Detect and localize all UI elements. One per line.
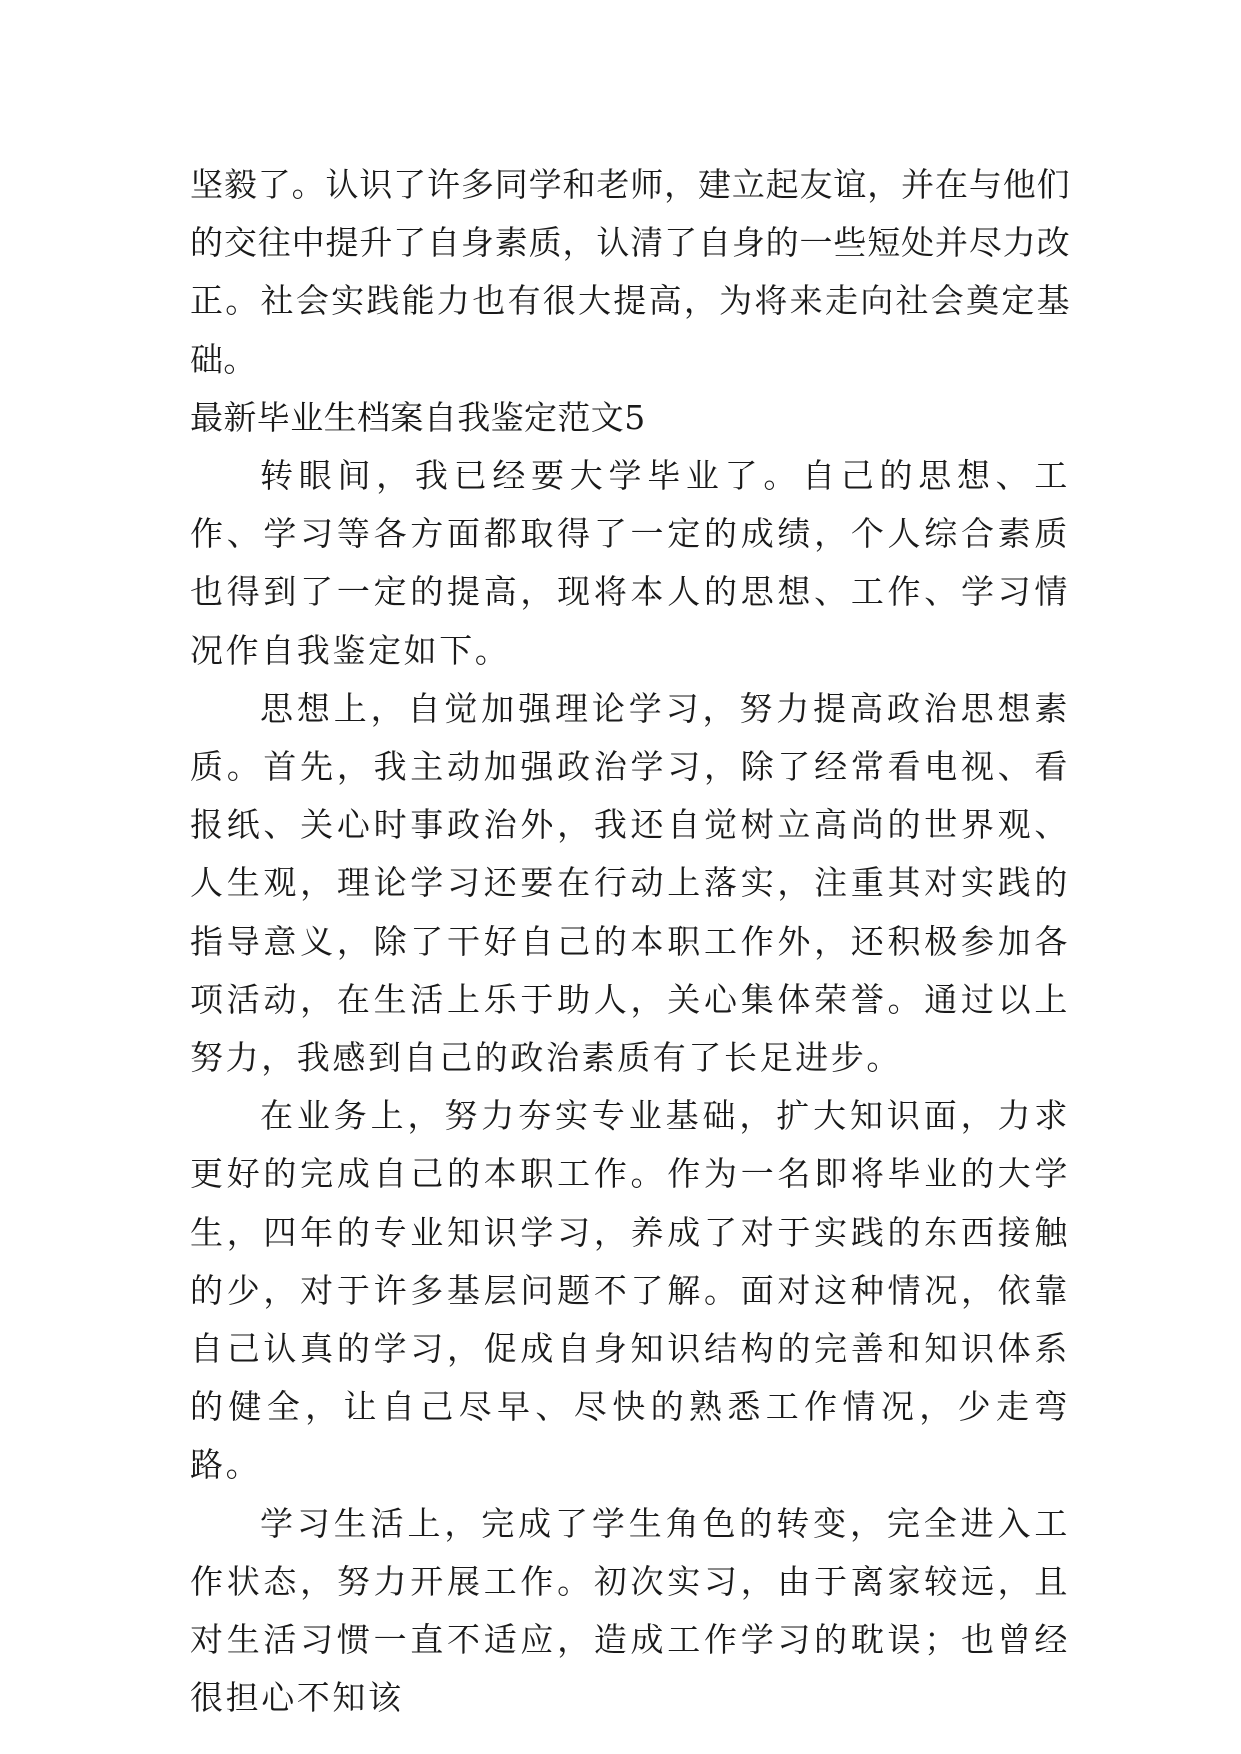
- body-paragraph-3: 在业务上，努力夯实专业基础，扩大知识面，力求更好的完成自己的本职工作。作为一名即将毕业的大学生，四年的专业知识学习，养成了对于实践的东西接触的少，对于许多基层问题不了解。面对这种情况，依靠自己认真的学习，促成自身知识结构的完善和知识体系的健全，让自己尽早、尽快的熟悉工作情况，少走弯路。: [190, 1096, 1070, 1485]
- document-body: [190, 156, 1070, 1727]
- body-paragraph-1: 转眼间，我已经要大学毕业了。自己的思想、工作、学习等各方面都取得了一定的成绩，个人综合素质也得到了一定的提高，现将本人的思想、工作、学习情况作自我鉴定如下。: [190, 456, 1070, 670]
- body-paragraph-4: 学习生活上，完成了学生角色的转变，完全进入工作状态，努力开展工作。初次实习，由于离家较远，且对生活习惯一直不适应，造成工作学习的耽误；也曾经很担心不知该: [190, 1503, 1070, 1718]
- section-heading: 最新毕业生档案自我鉴定范文5: [190, 397, 646, 437]
- continuation-paragraph: 坚毅了。认识了许多同学和老师，建立起友谊，并在与他们的交往中提升了自身素质，认清了自身的一些短处并尽力改正。社会实践能力也有很大提高，为将来走向社会奠定基础。: [190, 165, 1070, 379]
- body-paragraph-2: 思想上，自觉加强理论学习，努力提高政治思想素质。首先，我主动加强政治学习，除了经常看电视、看报纸、关心时事政治外，我还自觉树立高尚的世界观、人生观，理论学习还要在行动上落实，注重其对实践的指导意义，除了干好自己的本职工作外，还积极参加各项活动，在生活上乐于助人，关心集体荣誉。通过以上努力，我感到自己的政治素质有了长足进步。: [190, 688, 1070, 1078]
